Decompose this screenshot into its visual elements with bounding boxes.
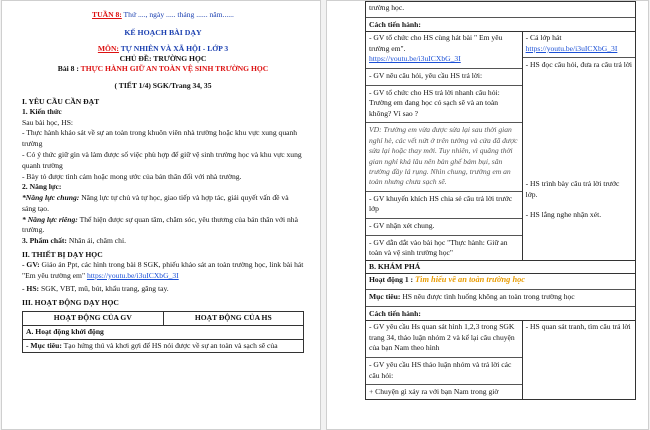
equipment-gv: [22, 260, 304, 282]
section-1-1-title: 1. Kiến thức: [22, 107, 62, 116]
lesson-number: Bài 8 :: [57, 64, 79, 73]
competency-special: [22, 215, 304, 237]
knowledge-3: - Bày tỏ được tình cảm hoặc mong ước của bản thân đối với nhà trường.: [22, 171, 242, 181]
example-answer: VD: Trường em vừa được sửa lại sau thời gian nghỉ hè, các vết nứt ở trên tường và cửa đã được sửa lại hoặc thay mới. Tuy nhiên, vì quãng thời gian nghỉ khá lâu nên bàn ghế bám bụi, sân trường đầy lá rụng. Nhìn chung, trường em an toàn nhưng chưa sạch sẽ.: [366, 122, 522, 187]
subject-value: TỰ NHIÊN VÀ XÃ HỘI - LỚP 3: [120, 44, 229, 53]
hs-step-1: - Cả lớp hát: [525, 33, 562, 43]
section-a-goal: [23, 339, 304, 353]
column-header-hs: HOẠT ĐỘNG CỦA HS: [163, 312, 304, 326]
hs-step-7: - HS quan sát tranh, tìm câu trả lời: [525, 322, 631, 332]
gv-step-7: - GV yêu cầu Hs quan sát hình 1,2,3 trong SGK trang 34, thảo luận nhóm 2 và kể lại câu chuyện của bạn Nam theo hình: [369, 322, 515, 353]
page-right: [326, 0, 649, 430]
knowledge-1: - Thực hành khảo sát về sự an toàn trong khuôn viên nhà trường hoặc khu vực xung quanh trường: [22, 128, 298, 149]
date-line: Thứ ...., ngày ..... tháng ...... năm......: [123, 10, 234, 19]
gv-step-1: - GV tổ chức cho HS cùng hát bài " Em yêu trường em".: [369, 33, 503, 53]
goal-continuation-text: trường học.: [369, 3, 405, 12]
lesson-title: THỰC HÀNH GIỮ AN TOÀN VỆ SINH TRƯỜNG HỌC: [80, 64, 269, 73]
activity-table-left: [22, 311, 304, 353]
topic-line: CHỦ ĐỀ: TRƯỜNG HỌC: [119, 54, 207, 63]
header-line: [22, 9, 304, 20]
gv-step-3: - GV tổ chức cho HS trả lời nhanh câu hỏi: Trường em đang học có sạch sẽ và an toàn không? Vì sao ?: [366, 85, 522, 120]
competency-special-text: Thể hiện được sự quan tâm, chăm sóc, yêu thương của bản thân với nhà trường.: [22, 214, 298, 235]
period-line: ( TIẾT 1/4) SGK/Trang 34, 35: [114, 81, 212, 90]
gv-step-5: - GV nhận xét chung.: [366, 218, 522, 232]
equipment-hs-label: - HS:: [22, 283, 40, 293]
competency-general-text: Năng lực tự chủ và tự học, giao tiếp và hợp tác, giải quyết vấn đề và sáng tạo.: [22, 192, 289, 213]
hs-column-part-2: [522, 321, 635, 400]
subject-line: [22, 44, 304, 53]
section-1-2-title: 2. Năng lực:: [22, 182, 62, 192]
page-left: [1, 0, 321, 430]
competency-general: [22, 193, 304, 215]
gv-step-9: + Chuyện gì xảy ra với bạn Nam trong giờ: [366, 384, 522, 398]
gv-column-part-2: [366, 321, 523, 400]
equipment-hs: [22, 284, 304, 295]
section-b-method-label: Cách tiến hành:: [366, 306, 635, 320]
hs-step-2: - HS đọc câu hỏi, đưa ra câu trả lời: [523, 57, 635, 71]
qualities: [22, 236, 304, 247]
hs-column-part-1: [522, 32, 635, 261]
week-label: TUẦN 8:: [92, 10, 122, 19]
qualities-label: 3. Phẩm chất:: [22, 236, 67, 246]
hs-step-5: - HS lắng nghe nhận xét.: [525, 210, 602, 220]
section-b-goal-text: HS nêu được tình huống không an toàn trong trường học: [400, 291, 575, 301]
activity-table-right: [365, 1, 636, 400]
after-lesson: Sau bài học, HS:: [22, 117, 74, 127]
hs-step-1-link[interactable]: https://youtu.be/i3uICXbG_3I: [525, 43, 618, 53]
qualities-text: Nhân ái, chăm chỉ.: [66, 236, 126, 246]
gv-step-4: - GV khuyến khích HS chia sẻ câu trả lời trước lớp: [366, 191, 522, 215]
competency-general-label: *Năng lực chung:: [22, 192, 80, 202]
column-header-gv: HOẠT ĐỘNG CỦA GV: [23, 312, 164, 326]
section-b-title: B. KHÁM PHÁ: [366, 260, 636, 274]
section-1-title: I. YÊU CẦU CẦN ĐẠT: [22, 97, 100, 106]
hs-step-4: - HS trình bày câu trả lời trước lớp.: [525, 178, 620, 199]
gv-step-6: - GV dẫn dắt vào bài học "Thực hành: Giữ an toàn và vệ sinh trường học": [366, 235, 522, 259]
equipment-gv-label: - GV:: [22, 259, 40, 269]
gv-step-8: - GV yêu cầu HS thảo luận nhóm và trả lời các câu hỏi:: [366, 357, 522, 381]
activity-1-heading: [369, 275, 632, 286]
gv-step-2: - GV nêu câu hỏi, yêu cầu HS trả lời:: [366, 68, 522, 82]
plan-title: KẾ HOẠCH BÀI DẠY: [124, 28, 202, 37]
activity-1-title: Tìm hiểu về an toàn trường học: [415, 275, 526, 285]
section-b-intro: [366, 274, 636, 321]
section-2-title: II. THIẾT BỊ DẠY HỌC: [22, 249, 103, 259]
lesson-line: [22, 64, 304, 73]
knowledge-2: - Có ý thức giữ gìn và làm được số việc phù hợp để giữ vệ sinh trường học và khu vực xung quanh trường: [22, 149, 302, 170]
section-a-goal-text: Tạo hứng thú và khơi gợi để HS nói được về sự an toàn và sạch sẽ của: [61, 340, 278, 350]
competency-special-label: * Năng lực riêng:: [22, 214, 78, 224]
section-b-goal-label: Mục tiêu:: [369, 291, 401, 301]
subject-label: MÔN:: [97, 44, 119, 53]
section-3-title: III. HOẠT ĐỘNG DẠY HỌC: [22, 298, 119, 308]
equipment-gv-text: Giáo án Ppt, các hình trong bài 8 SGK, phiếu khảo sát an toàn trường học, link bài hát "Em yêu trường em": [22, 259, 304, 280]
activity-1-label: Hoạt động 1 :: [369, 275, 415, 285]
goal-continuation: [366, 2, 636, 32]
section-a-title: A. Hoạt động khởi động: [23, 325, 304, 339]
gv-step-1-link[interactable]: https://youtu.be/i3uICXbG_3I: [369, 54, 461, 64]
method-label: Cách tiến hành:: [366, 17, 635, 31]
gv-column-part-1: [366, 32, 523, 261]
equipment-gv-link[interactable]: https://youtu.be/i3uICXbG_3I: [86, 270, 179, 280]
equipment-hs-text: SGK, VBT, mũ, bút, khẩu trang, găng tay.: [39, 283, 169, 293]
section-b-goal: [366, 289, 635, 303]
section-a-goal-label: - Mục tiêu:: [26, 340, 62, 350]
